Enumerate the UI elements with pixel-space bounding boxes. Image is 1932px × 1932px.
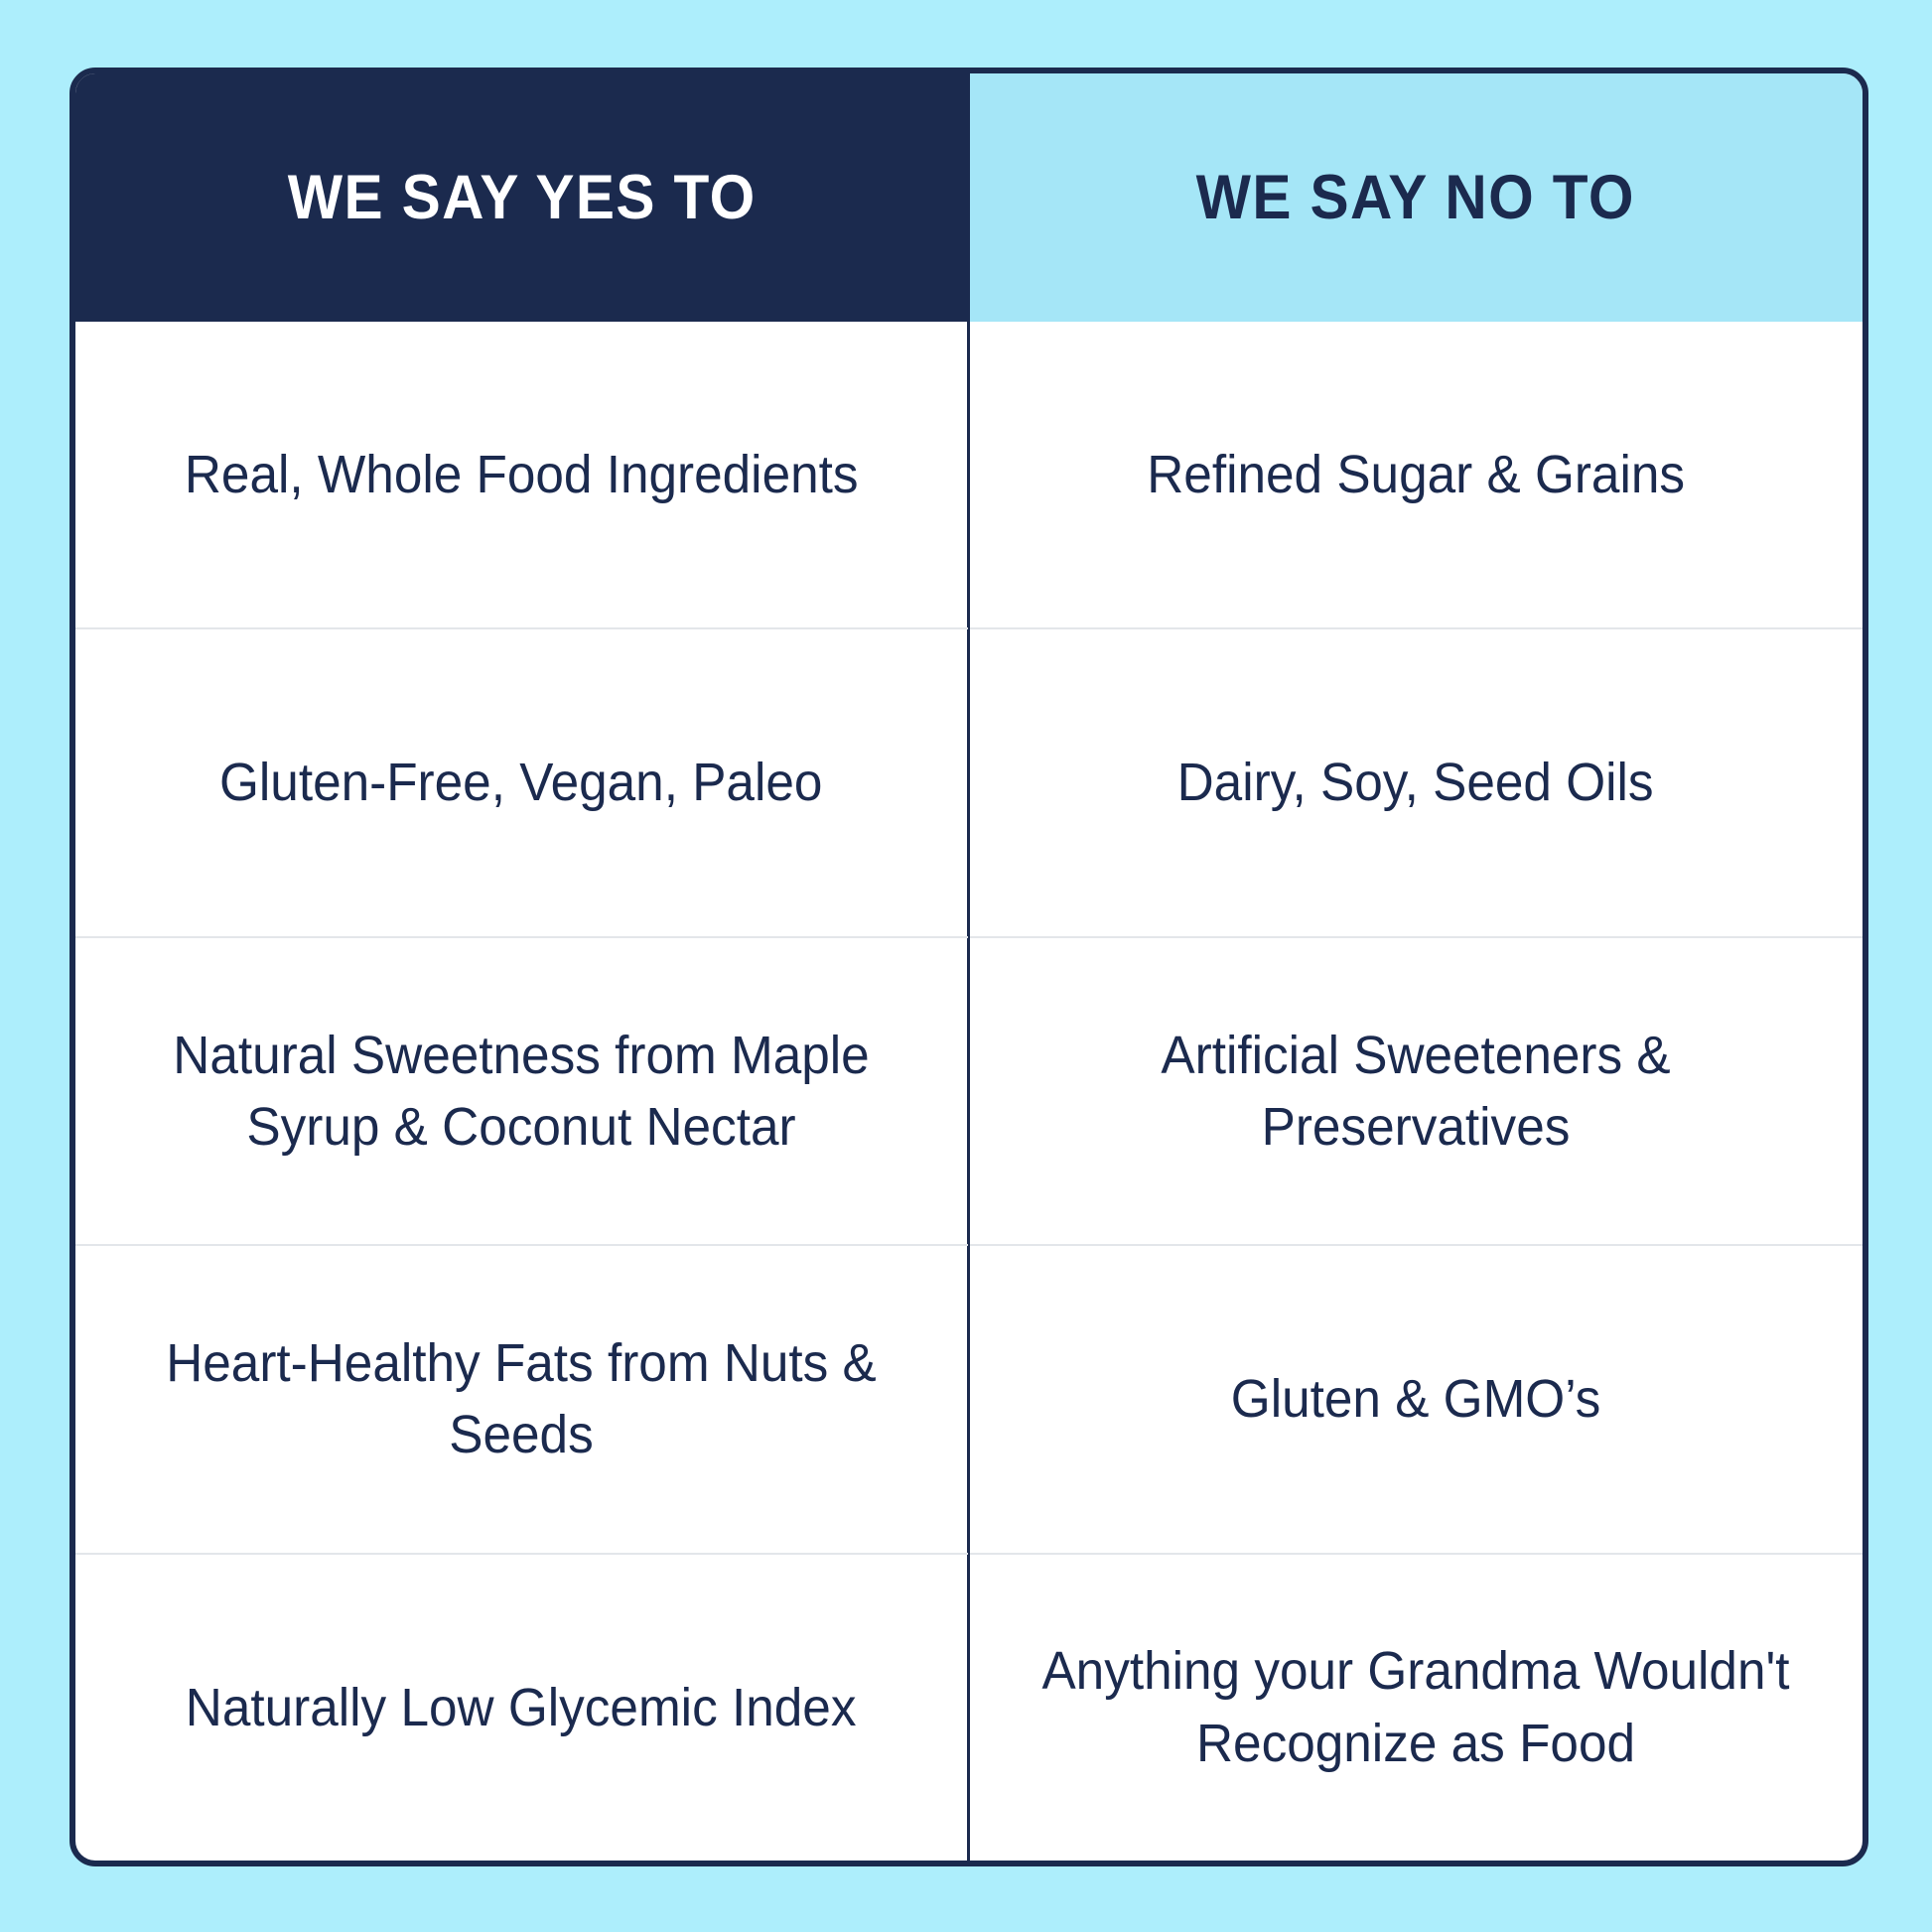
cell-no-2 [969, 629, 1863, 935]
header-label-yes: WE SAY YES TO [288, 163, 757, 232]
cell-text: Real, Whole Food Ingredients [184, 445, 859, 505]
comparison-table [69, 68, 1868, 1866]
cell-yes-1 [75, 322, 969, 627]
cell-text: Anything your Grandma Wouldn't Recognize as Food [1041, 1641, 1790, 1773]
column-divider [968, 73, 970, 1861]
cell-text: Naturally Low Glycemic Index [186, 1677, 857, 1737]
cell-no-5 [969, 1555, 1863, 1861]
cell-no-4 [969, 1246, 1863, 1552]
header-cell-no [969, 73, 1863, 322]
cell-yes-4 [75, 1246, 969, 1552]
cell-no-1 [969, 322, 1863, 627]
cell-text: Gluten-Free, Vegan, Paleo [219, 753, 823, 813]
cell-text: Gluten & GMO’s [1230, 1369, 1601, 1430]
cell-text: Artificial Sweeteners & Preservatives [1161, 1025, 1671, 1158]
cell-no-3 [969, 938, 1863, 1244]
cell-text: Heart-Healthy Fats from Nuts & Seeds [166, 1333, 877, 1465]
cell-yes-2 [75, 629, 969, 935]
header-cell-yes [75, 73, 969, 322]
cell-text: Dairy, Soy, Seed Oils [1177, 753, 1654, 813]
header-label-no: WE SAY NO TO [1195, 163, 1636, 232]
cell-text: Refined Sugar & Grains [1147, 445, 1685, 505]
cell-yes-3 [75, 938, 969, 1244]
cell-text: Natural Sweetness from Maple Syrup & Coconut Nectar [173, 1025, 870, 1158]
cell-yes-5 [75, 1555, 969, 1861]
